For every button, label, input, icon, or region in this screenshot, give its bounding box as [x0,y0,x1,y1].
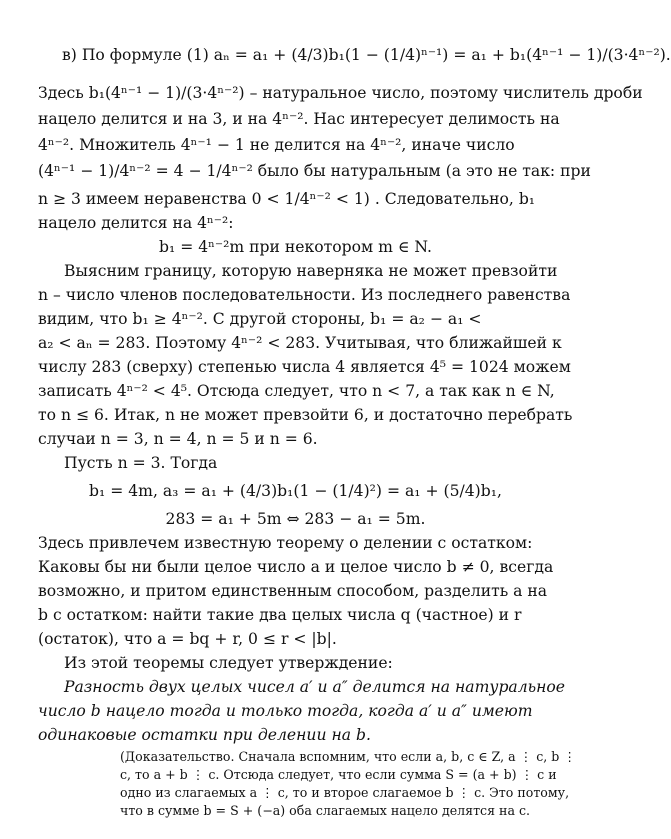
text-line: числу 283 (сверху) степенью числа 4 является 4⁵ = 1024 можем [38,358,571,376]
text-line: видим, что b₁ ≥ 4ⁿ⁻². С другой стороны, b₁ = a₂ − a₁ < [38,310,482,328]
text-line: Здесь b₁(4ⁿ⁻¹ − 1)/(3·4ⁿ⁻²) – натуральное число, поэтому числитель дроби [38,84,643,102]
text-line: n – число членов последовательности. Из последнего равенства [38,286,571,304]
text-line: в) По формуле (1) aₙ = a₁ + (4/3)b₁(1 − (1/4)ⁿ⁻¹) = a₁ + b₁(4ⁿ⁻¹ − 1)/(3·4ⁿ⁻²). [62,46,671,64]
formula-line: b₁ = 4m, a₃ = a₁ + (4/3)b₁(1 − (1/4)²) = a₁ + (5/4)b₁, [89,482,502,500]
text-line: записать 4ⁿ⁻² < 4⁵. Отсюда следует, что n < 7, а так как n ∈ N, [38,382,555,400]
text-line: Выясним границу, которую наверняка не может превзойти [64,262,558,280]
text-line: случаи n = 3, n = 4, n = 5 и n = 6. [38,430,318,448]
theorem-line: число b нацело тогда и только тогда, когда a′ и a″ имеют [38,702,533,720]
text-line: (остаток), что a = bq + r, 0 ≤ r < |b|. [38,630,337,648]
proof-line: что в сумме b = S + (−a) оба слагаемых нацело делятся на c. [120,803,531,818]
formula-line: 283 = a₁ + 5m ⇔ 283 − a₁ = 5m. [165,510,426,528]
text-line: (4ⁿ⁻¹ − 1)/4ⁿ⁻² = 4 − 1/4ⁿ⁻² было бы натуральным (а это не так: при [38,162,591,180]
proof-line: одно из слагаемых a ⋮ c, то и второе слагаемое b ⋮ c. Это потому, [120,785,570,800]
formula-line: b₁ = 4ⁿ⁻²m при некотором m ∈ N. [159,238,432,256]
text-line: Здесь привлечем известную теорему о делении с остатком: [38,534,533,552]
text-line: n ≥ 3 имеем неравенства 0 < 1/4ⁿ⁻² < 1) . Следовательно, b₁ [38,190,536,208]
theorem-line: одинаковые остатки при делении на b. [38,726,371,744]
text-line: Из этой теоремы следует утверждение: [64,654,393,672]
text-line: Каковы бы ни были целое число a и целое число b ≠ 0, всегда [38,558,554,576]
text-line: Пусть n = 3. Тогда [64,454,218,472]
text-line: a₂ < aₙ = 283. Поэтому 4ⁿ⁻² < 283. Учитывая, что ближайшей к [38,334,562,352]
text-line: b с остатком: найти такие два целых числа q (частное) и r [38,606,522,624]
proof-line: (Доказательство. Сначала вспомним, что если a, b, c ∈ Z, a ⋮ c, b ⋮ [120,749,576,764]
text-line: нацело делится и на 3, и на 4ⁿ⁻². Нас интересует делимость на [38,110,560,128]
text-line: 4ⁿ⁻². Множитель 4ⁿ⁻¹ − 1 не делится на 4ⁿ⁻², иначе число [38,136,515,154]
text-line: нацело делится на 4ⁿ⁻²: [38,214,234,232]
proof-line: c, то a + b ⋮ c. Отсюда следует, что если сумма S = (a + b) ⋮ c и [120,767,557,782]
text-line: возможно, и притом единственным способом, разделить a на [38,582,548,600]
theorem-line: Разность двух целых чисел a′ и a″ делится на натуральное [64,678,566,696]
text-line: то n ≤ 6. Итак, n не может превзойти 6, и достаточно перебрать [38,406,573,424]
